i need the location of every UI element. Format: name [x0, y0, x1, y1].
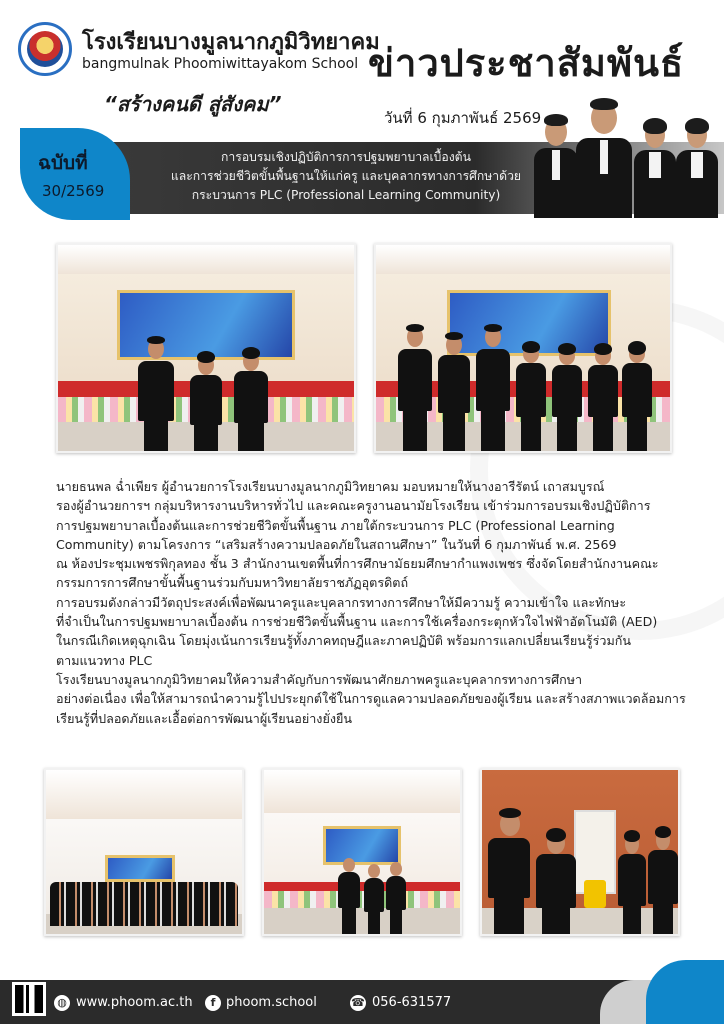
- person: [676, 114, 718, 218]
- school-name-english: bangmulnak Phoomiwittayakom School: [82, 56, 359, 72]
- event-photo-4: [262, 768, 462, 936]
- article-line: นายธนพล ฉ่ำเพียร ผู้อำนวยการโรงเรียนบางมูลนากภูมิวิทยาคม มอบหมายให้นางอารีรัตน์ เถาสมบูรณ์: [56, 479, 605, 494]
- article-line: ที่จำเป็นในการปฐมพยาบาลเบื้องต้น การช่วยชีวิตขั้นพื้นฐาน และการใช้เครื่องกระตุกหัวใจไฟฟ้าอัตโนมัติ (AED): [56, 614, 658, 630]
- article-line: ณ ห้องประชุมเพชรพิกุลทอง ชั้น 3 สำนักงานเขตพื้นที่การศึกษามัธยมศึกษากำแพงเพชร ซึ่งจัดโดยสำนักงานคณะ: [56, 556, 659, 572]
- article-line: การปฐมพยาบาลเบื้องต้นและการช่วยชีวิตขั้นพื้นฐาน ภายใต้กระบวนการ PLC (Professional Learning: [56, 517, 615, 533]
- footer-accent-blue: [646, 960, 724, 1024]
- section-title: ข่าวประชาสัมพันธ์: [368, 41, 685, 85]
- publish-date: วันที่ 6 กุมภาพันธ์ 2569: [384, 109, 542, 127]
- globe-icon: ◍: [54, 995, 70, 1011]
- headline-line: กระบวนการ PLC (Professional Learning Community): [191, 188, 501, 202]
- article-line: กรรมการการศึกษาขั้นพื้นฐานร่วมกับมหาวิทยาลัยราชภัฏอุตรดิตถ์: [56, 575, 409, 591]
- school-motto: “สร้างคนดี สู่สังคม”: [104, 92, 282, 116]
- article-line: อย่างต่อเนื่อง เพื่อให้สามารถนำความรู้ไปประยุกต์ใช้ในการดูแลความปลอดภัยของผู้เรียน และสร้างสภาพแวดล้อมการ: [56, 691, 686, 707]
- article-line: เรียนรู้ที่ปลอดภัยและเอื้อต่อการพัฒนาผู้เรียนอย่างยั่งยืน: [56, 710, 352, 726]
- person: [534, 110, 578, 218]
- headline: [160, 148, 532, 205]
- article-line: รองผู้อำนวยการฯ กลุ่มบริหารงานบริหารทั่วไป และคณะครูงานอนามัยโรงเรียน เข้าร่วมการอบรมเชิงปฏิบัติการ: [56, 498, 651, 514]
- person: [576, 96, 632, 218]
- phone-icon: ☎: [351, 996, 365, 1009]
- executives-photo: [530, 96, 724, 218]
- article-line: โรงเรียนบางมูลนากภูมิวิทยาคมให้ความสำคัญกับการพัฒนาศักยภาพครูและบุคลากรทางการศึกษา: [56, 671, 583, 687]
- school-name-thai: โรงเรียนบางมูลนากภูมิวิทยาคม: [82, 30, 380, 55]
- person: [634, 114, 676, 218]
- event-photo-2: [374, 243, 672, 453]
- issue-label: ฉบับที่: [38, 152, 88, 174]
- footer-phone[interactable]: 056-631577: [372, 995, 452, 1010]
- school-logo: [18, 22, 72, 76]
- facebook-icon: f: [205, 995, 221, 1011]
- event-photo-5: [480, 768, 680, 936]
- article-line: ตามแนวทาง PLC: [56, 652, 153, 668]
- article-line: การอบรมดังกล่าวมีวัตถุประสงค์เพื่อพัฒนาครูและบุคลากรทางการศึกษาให้มีความรู้ ความเข้าใจ และทักษะ: [56, 594, 627, 610]
- event-photo-3: [44, 768, 244, 936]
- article-line: Community) ตามโครงการ “เสริมสร้างความปลอดภัยในสถานศึกษา” ในวันที่ 6 กุมภาพันธ์ พ.ศ. 2569: [56, 536, 617, 552]
- issue-number: 30/2569: [42, 182, 105, 200]
- footer-website[interactable]: www.phoom.ac.th: [76, 995, 193, 1010]
- qr-code[interactable]: [12, 982, 46, 1016]
- headline-line: การอบรมเชิงปฏิบัติการการปฐมพยาบาลเบื้องต้น: [221, 150, 471, 164]
- event-photo-1: [56, 243, 356, 453]
- footer-facebook[interactable]: phoom.school: [226, 995, 317, 1010]
- article-line: ในกรณีเกิดเหตุฉุกเฉิน โดยมุ่งเน้นการเรียนรู้ทั้งภาคทฤษฎีและภาคปฏิบัติ พร้อมการแลกเปลี่ยนเรียนรู้ร่วมกัน: [56, 633, 632, 649]
- article-body: [56, 477, 686, 728]
- headline-line: และการช่วยชีวิตขั้นพื้นฐานให้แก่ครู และบุคลากรทางการศึกษาด้วย: [170, 169, 522, 183]
